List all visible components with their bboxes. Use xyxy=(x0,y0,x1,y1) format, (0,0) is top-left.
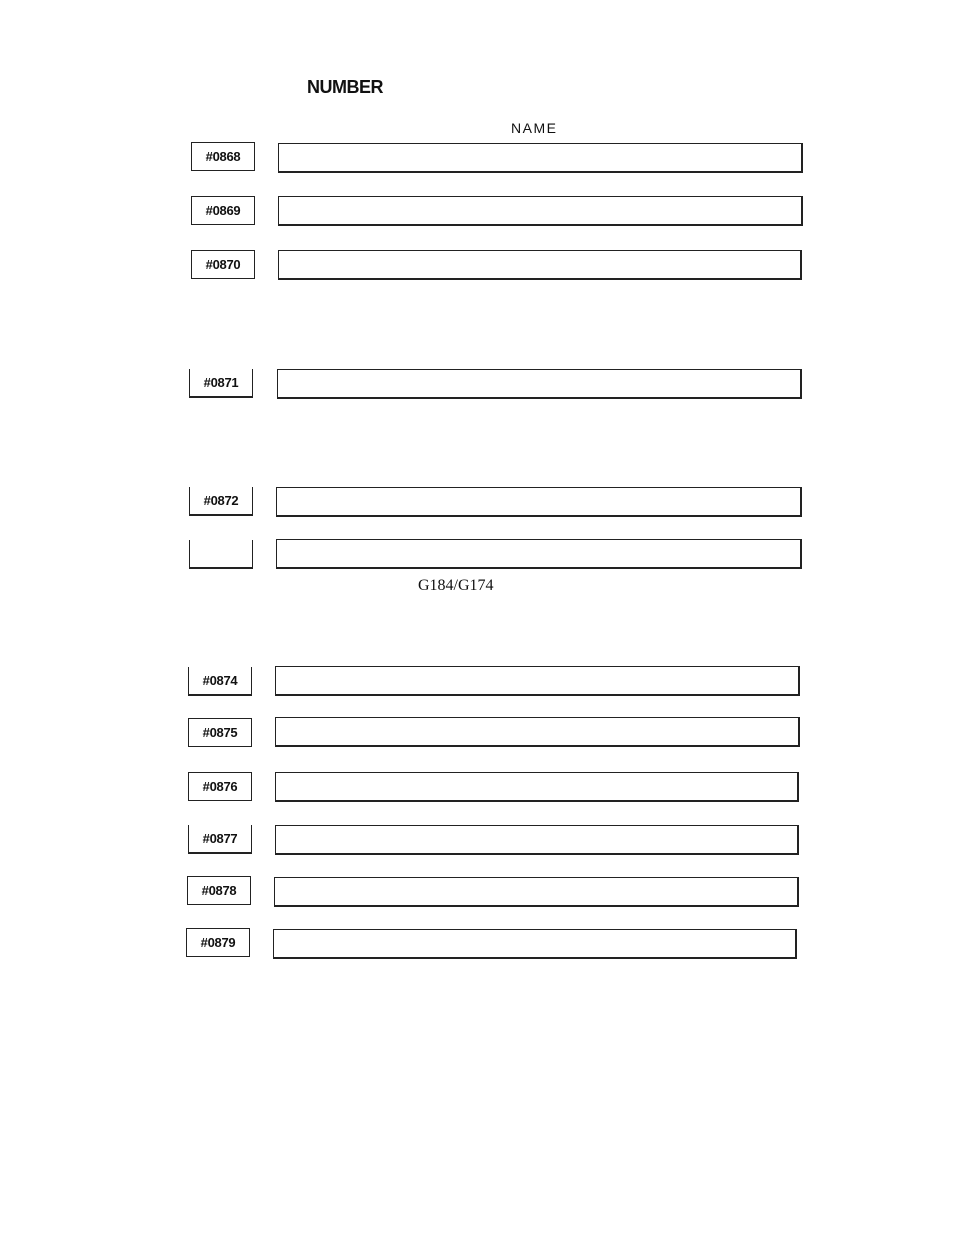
parameter-name-field[interactable] xyxy=(276,539,802,569)
parameter-number-box: #0878 xyxy=(187,876,251,905)
parameter-name-field[interactable] xyxy=(275,772,799,802)
parameter-number-box: #0877 xyxy=(188,825,252,854)
parameter-number-box xyxy=(189,540,253,569)
parameter-name-field[interactable] xyxy=(278,250,802,280)
number-column-header: NUMBER xyxy=(307,77,383,97)
parameter-name-field[interactable] xyxy=(277,369,802,399)
parameter-number-box: #0868 xyxy=(191,142,255,171)
parameter-number-box: #0870 xyxy=(191,250,255,279)
parameter-number-box: #0871 xyxy=(189,369,253,398)
parameter-name-field[interactable] xyxy=(273,929,797,959)
parameter-number-box: #0872 xyxy=(189,487,253,516)
parameter-number-box: #0875 xyxy=(188,718,252,747)
parameter-name-field[interactable] xyxy=(275,825,799,855)
g-code-note: G184/G174 xyxy=(418,577,494,594)
parameter-name-field[interactable] xyxy=(275,666,800,696)
parameter-name-field[interactable] xyxy=(275,717,800,747)
parameter-number-box: #0876 xyxy=(188,772,252,801)
parameter-number-box: #0874 xyxy=(188,667,252,696)
parameter-name-field[interactable] xyxy=(278,143,803,173)
parameter-number-box: #0879 xyxy=(186,928,250,957)
name-column-header: NAME xyxy=(511,120,558,136)
parameter-number-box: #0869 xyxy=(191,196,255,225)
parameter-name-field[interactable] xyxy=(276,487,802,517)
parameter-name-field[interactable] xyxy=(274,877,799,907)
parameter-name-field[interactable] xyxy=(278,196,803,226)
